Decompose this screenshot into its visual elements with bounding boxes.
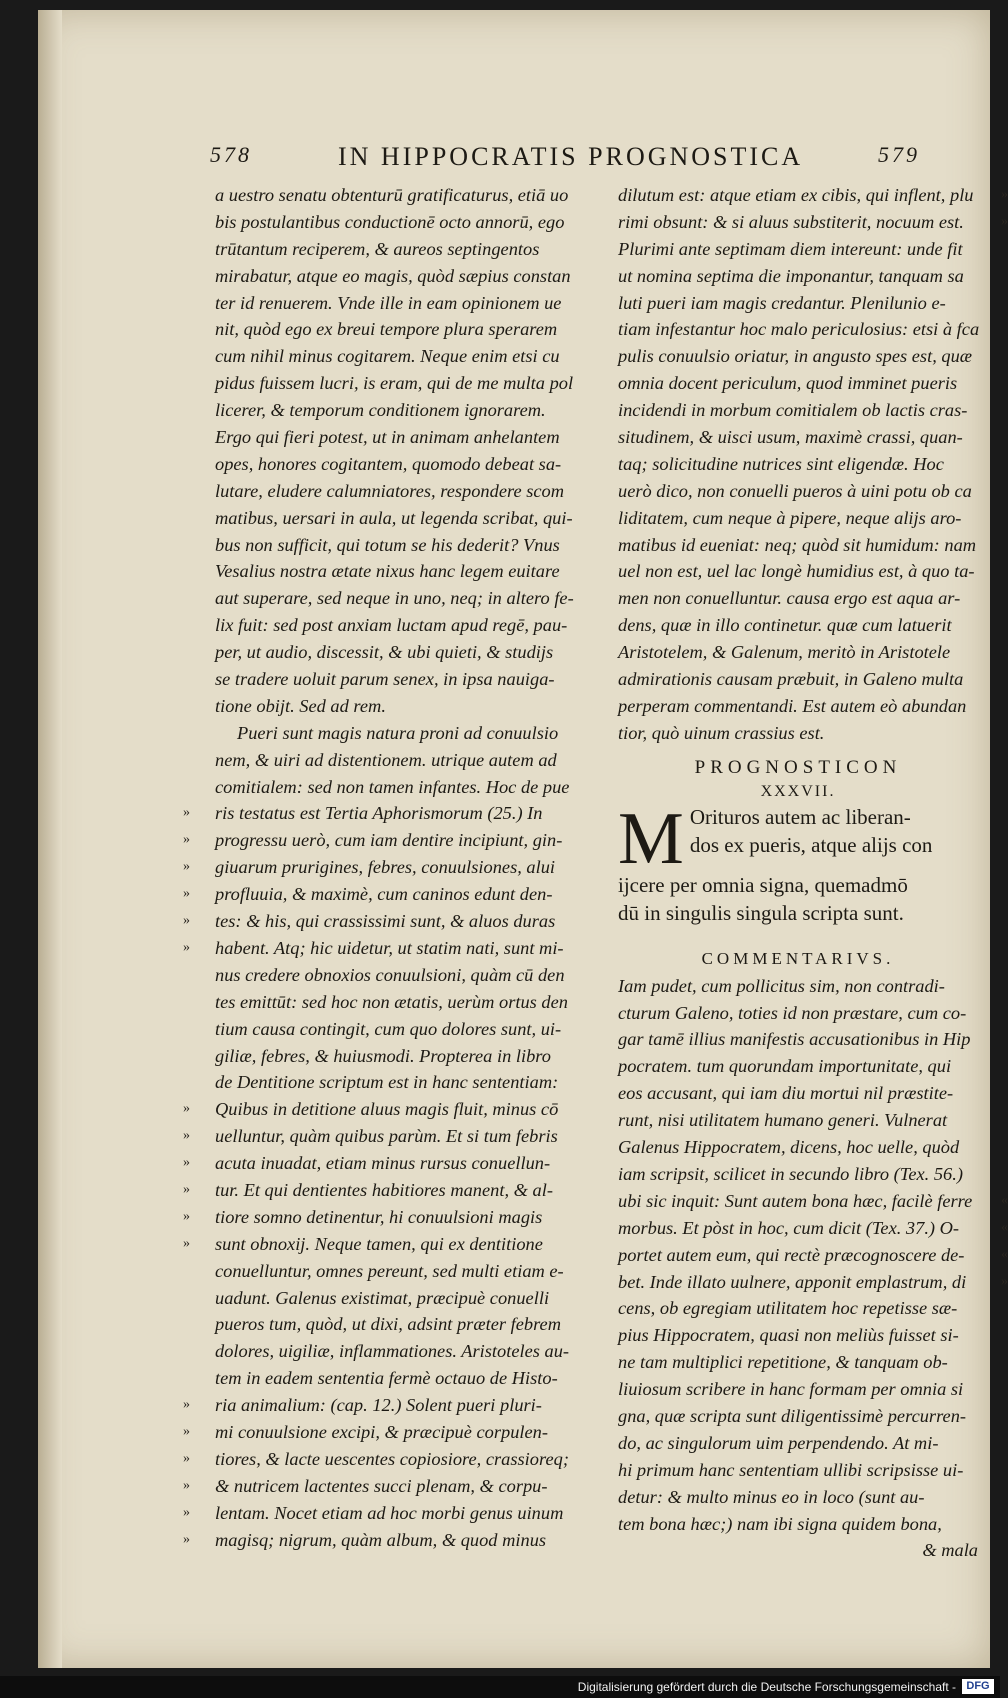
- left-text-line: [215, 774, 595, 801]
- right-text-top: [618, 182, 1008, 747]
- book-page: [38, 10, 1008, 1668]
- running-title: IN HIPPOCRATIS PROGNOSTICA: [338, 142, 804, 171]
- commentary-line-text: Galenus Hippocratem, dicens, hoc uelle, quòd: [618, 1137, 960, 1158]
- right-text-line-text: men non conuelluntur. causa ergo est aqua ar-: [618, 588, 961, 609]
- left-text-line: [215, 1043, 595, 1070]
- commentary-line-text: Iam pudet, cum pollicitus sim, non contradi-: [618, 975, 945, 996]
- left-text-line-text: progressu uerò, cum iam dentire incipiunt, gin-: [215, 830, 563, 851]
- commentary-line: [618, 1511, 978, 1538]
- left-text-column: [183, 182, 595, 1553]
- right-text-line: [618, 720, 978, 747]
- left-text-line-text: sunt obnoxij. Neque tamen, qui ex dentitione: [215, 1233, 543, 1254]
- commentary-line-text: detur: & multo minus eo in loco (sunt au-: [618, 1486, 925, 1507]
- left-text-line: [215, 505, 595, 532]
- commentary-line: [618, 1430, 978, 1457]
- left-text-line-text: ter id renuerem. Vnde ille in eam opinionem ue: [215, 292, 562, 313]
- commentary-line-text: pius Hippocratem, quasi non meliùs fuisset si-: [618, 1325, 959, 1346]
- left-text-line-text: se tradere uoluit parum senex, in ipsa nauiga-: [215, 669, 555, 690]
- right-text-line-text: tiam infestantur hoc malo periculosius: etsi à fca: [618, 319, 980, 340]
- page-number-left: 578: [210, 142, 252, 167]
- right-text-line-text: rimi obsunt: & si aluus substiterit, nocuum est.: [618, 211, 964, 232]
- left-text-line: [183, 1123, 595, 1150]
- right-text-line: [618, 693, 978, 720]
- left-text-line-text: tium causa contingit, cum quo dolores sunt, ui-: [215, 1018, 562, 1039]
- left-text-line: [183, 854, 595, 881]
- left-text-line: [215, 290, 595, 317]
- left-text-line: [183, 1150, 595, 1177]
- right-text-line-text: incidendi in morbum comitialem ob lactis cras-: [618, 400, 968, 421]
- left-text-line: [183, 1231, 595, 1258]
- left-text-line-text: acuta inuadat, etiam minus rursus conuellun-: [215, 1153, 551, 1174]
- commentary-line: [618, 1322, 978, 1349]
- commentary-line: [618, 1484, 978, 1511]
- right-text-line-text: situdinem, & uisci usum, maximè crassi, quan-: [618, 427, 963, 448]
- quotation-mark: »: [183, 805, 190, 821]
- page-number-right: 579: [878, 142, 920, 167]
- left-text-line-text: lutare, eludere calumniatores, respondere scom: [215, 480, 565, 501]
- left-text-line: [215, 343, 595, 370]
- left-text-line: [215, 747, 595, 774]
- left-text-line-text: tes: & his, qui crassissimi sunt, & aluos duras: [215, 911, 556, 932]
- commentary-line-text: portet autem eum, qui rectè præcognoscere de-: [618, 1244, 965, 1265]
- commentary-line: [618, 1242, 1008, 1269]
- commentary-line-text: gna, quæ scripta sunt diligentissimè percurren-: [618, 1405, 967, 1426]
- quotation-mark: »: [1001, 213, 1008, 229]
- left-text-line-text: tur. Et qui dentientes habitiores manent, & al-: [215, 1179, 553, 1200]
- commentary-line: [618, 1134, 978, 1161]
- left-text-line: [215, 182, 595, 209]
- left-text-line: [215, 1365, 595, 1392]
- right-text-line-text: ut nomina septima die imponantur, tanquam sa: [618, 265, 964, 286]
- left-text-line-text: Quibus in detitione aluus magis fluit, minus cō: [215, 1099, 559, 1120]
- left-text-line: [183, 908, 595, 935]
- left-text-line: [183, 1500, 595, 1527]
- left-text-line-text: nit, quòd ego ex breui tempore plura sperarem: [215, 319, 558, 340]
- right-text-line: [618, 236, 978, 263]
- left-text-line: [183, 935, 595, 962]
- left-text-line: [183, 1527, 595, 1554]
- quotation-mark: »: [183, 1181, 190, 1197]
- hippocrates-text: [618, 797, 978, 927]
- commentary-line-text: iam scripsit, scilicet in secundo libro (Tex. 56.): [618, 1163, 963, 1184]
- left-text-line: [215, 1311, 595, 1338]
- left-text-line-text: giliæ, febres, & huiusmodi. Propterea in libro: [215, 1045, 551, 1066]
- left-text-line: [215, 666, 595, 693]
- commentary-line-text: ubi sic inquit: Sunt autem bona hæc, facilè ferre: [618, 1190, 973, 1211]
- right-text-line: [618, 558, 978, 585]
- commentary-line-text: cturum Galeno, toties id non præstare, cum co-: [618, 1002, 967, 1023]
- left-text-line-text: & nutricem lactentes succi plenam, & corpu-: [215, 1475, 548, 1496]
- left-text-line: [215, 370, 595, 397]
- prognosticon-heading: PROGNOSTICON: [694, 756, 902, 778]
- quotation-mark: »: [183, 1155, 190, 1171]
- left-text-line-text: bus non sufficit, qui totum se his dederit? Vnus: [215, 534, 560, 555]
- right-text-line-text: uel non est, uel lac longè humidius est, à quo ta-: [618, 561, 975, 582]
- commentary-line: [618, 1188, 1008, 1215]
- quotation-mark: »: [183, 1101, 190, 1117]
- left-text-line: [215, 478, 595, 505]
- quotation-mark: «: [1001, 1246, 1008, 1262]
- commentary-line: [618, 1269, 1008, 1296]
- commentary-line-text: do, ac singulorum uim perpendendo. At mi-: [618, 1432, 939, 1453]
- left-text-line-text: lentam. Nocet etiam ad hoc morbi genus uinum: [215, 1502, 564, 1523]
- commentary-line: [618, 1457, 978, 1484]
- prognosticon-number: XXXVII.: [760, 782, 836, 800]
- dfg-logo: DFG: [962, 1679, 994, 1694]
- left-text-line-text: comitialem: sed non tamen infantes. Hoc de pue: [215, 776, 570, 797]
- quotation-mark: »: [183, 913, 190, 929]
- left-text-line-text: nem, & uiri ad distentionem. utrique autem ad: [215, 749, 557, 770]
- left-text-line: [183, 1419, 595, 1446]
- left-text-line: [215, 263, 595, 290]
- hippocrates-text-line: ijcere per omnia signa, quemadmō: [618, 872, 908, 897]
- left-text-line: [183, 1204, 595, 1231]
- left-text-line-text: cum nihil minus cogitarem. Neque enim etsi cu: [215, 346, 560, 367]
- funding-credit: Digitalisierung gefördert durch die Deutsche Forschungsgemeinschaft -: [577, 1680, 956, 1694]
- commentary-line-text: morbus. Et pòst in hoc, cum dicit (Tex. 37.) O-: [618, 1217, 960, 1238]
- right-text-line: [618, 397, 978, 424]
- right-text-line: [618, 585, 978, 612]
- left-text-line-text: tem in eadem sententia fermè octauo de Histo-: [215, 1368, 558, 1389]
- left-text-line-text: magisq; nigrum, quàm album, & quod minus: [215, 1529, 547, 1550]
- right-text-line: [618, 532, 978, 559]
- left-text-line: [183, 1473, 595, 1500]
- left-text-line-text: Vesalius nostra ætate nixus hanc legem euitare: [215, 561, 560, 582]
- right-text-line-text: tior, quò uinum crassius est.: [618, 722, 825, 743]
- right-text-line-text: luti pueri iam magis credantur. Plenilunio e-: [618, 292, 946, 313]
- left-text-line: [215, 1258, 595, 1285]
- right-text-line-text: admirationis causam præbuit, in Galeno multa: [618, 669, 964, 690]
- quotation-mark: »: [183, 1504, 190, 1520]
- left-text-line-text: matibus, uersari in aula, ut legenda scribat, qui-: [215, 507, 573, 528]
- left-text-line: [183, 1446, 595, 1473]
- right-text-line-text: perperam commentandi. Est autem eò abundan: [618, 695, 967, 716]
- right-text-line: [618, 316, 978, 343]
- right-text-line: [618, 209, 1008, 236]
- commentary-line: [618, 1376, 978, 1403]
- left-text-line: [183, 1392, 595, 1419]
- left-text-line: [183, 1177, 595, 1204]
- commentary-line-text: eos accusant, qui iam diu mortui nil præstite-: [618, 1083, 954, 1104]
- left-text-line: [215, 397, 595, 424]
- left-text-line-text: tiores, & lacte uescentes copiosiore, crassioreq;: [215, 1448, 569, 1469]
- right-text-column: [618, 182, 1008, 1564]
- quotation-mark: «: [1001, 1192, 1008, 1208]
- right-text-line: [618, 639, 978, 666]
- quotation-mark: »: [183, 1235, 190, 1251]
- right-text-line: [618, 451, 978, 478]
- right-text-line: [618, 478, 978, 505]
- left-text-line-text: profluuia, & maximè, cum caninos edunt den-: [215, 884, 553, 905]
- right-text-line-text: Aristotelem, & Galenum, meritò in Aristotele: [618, 642, 951, 663]
- left-text-line: [215, 989, 595, 1016]
- right-text-line-text: omnia docent periculum, quod imminet pueris: [618, 373, 958, 394]
- commentary-line-text: cens, ob egregiam utilitatem hoc repetisse sæ-: [618, 1298, 958, 1319]
- left-text-line: [215, 1338, 595, 1365]
- quotation-mark: »: [183, 832, 190, 848]
- quotation-mark: »: [1001, 1273, 1008, 1289]
- left-text-line-text: uelluntur, quàm quibus parùm. Et si tum febris: [215, 1126, 558, 1147]
- left-text-line: [183, 827, 595, 854]
- hippocrates-text-line: dū in singulis singula scripta sunt.: [618, 900, 904, 925]
- drop-capital: M: [618, 797, 684, 880]
- right-text-line: [618, 612, 978, 639]
- page-gutter: [38, 10, 62, 1668]
- commentary-line: [618, 1215, 1008, 1242]
- commentarius-heading: COMMENTARIVS.: [701, 948, 895, 968]
- left-text-line-text: nus credere obnoxios conuulsioni, quàm cū den: [215, 964, 565, 985]
- commentary-line-text: runt, nisi utilitatem humano generi. Vulnerat: [618, 1110, 948, 1131]
- right-text-line: [618, 290, 978, 317]
- left-text-line: [215, 962, 595, 989]
- quotation-mark: »: [183, 1397, 190, 1413]
- left-text-line: [215, 585, 595, 612]
- running-header: [38, 138, 990, 178]
- quotation-mark: »: [183, 1128, 190, 1144]
- left-text-line: [215, 693, 595, 720]
- commentary-line: [618, 1349, 978, 1376]
- left-text-line: [215, 209, 595, 236]
- left-text-line: [215, 1016, 595, 1043]
- left-text-line: [215, 639, 595, 666]
- left-text-line-text: ris testatus est Tertia Aphorismorum (25.) In: [215, 803, 543, 824]
- left-text-line: [215, 424, 595, 451]
- commentary-line: [618, 1161, 978, 1188]
- left-text-line-text: ria animalium: (cap. 12.) Solent pueri pluri-: [215, 1395, 542, 1416]
- quotation-mark: »: [1001, 187, 1008, 202]
- left-text-line-text: opes, honores cogitantem, quomodo debeat sa-: [215, 453, 562, 474]
- left-text-line-text: Ergo qui fieri potest, ut in animam anhelantem: [215, 427, 560, 448]
- quotation-mark: »: [183, 1477, 190, 1493]
- right-text-line-text: liditatem, cum neque à pipere, neque alijs aro-: [618, 507, 962, 528]
- left-text-line-text: bis postulantibus conductionē octo annorū, ego: [215, 211, 565, 232]
- right-text-line: [618, 182, 1008, 209]
- commentary-line: [618, 1053, 978, 1080]
- left-text-line-text: mirabatur, atque eo magis, quòd sæpius constan: [215, 265, 571, 286]
- left-text-line: [215, 1285, 595, 1312]
- right-text-line: [618, 505, 978, 532]
- commentary-line-text: ne tam multiplici repetitione, & tanquam ob-: [618, 1352, 948, 1373]
- left-text-line-text: pidus fuissem lucri, is eram, qui de me multa pol: [215, 373, 574, 394]
- left-text-line-text: trūtantum reciperem, & aureos septingentos: [215, 238, 540, 259]
- left-text-line: [215, 236, 595, 263]
- quotation-mark: »: [183, 1208, 190, 1224]
- left-text-line: [215, 316, 595, 343]
- left-text-line-text: aut superare, sed neque in uno, neq; in altero fe-: [215, 588, 574, 609]
- commentary-line-text: pocratem. tum quorundam importunitate, qui: [618, 1056, 952, 1077]
- left-text-line-text: dolores, uigiliæ, inflammationes. Aristoteles au-: [215, 1341, 570, 1362]
- commentary-line: [618, 1026, 978, 1053]
- commentary-line: [618, 973, 978, 1000]
- left-text-line-text: tiore somno detinentur, hi conuulsioni magis: [215, 1206, 543, 1227]
- left-text-line: [215, 1069, 595, 1096]
- right-text-line-text: taq; solicitudine nutrices sint eligendæ. Hoc: [618, 453, 944, 474]
- quotation-mark: »: [183, 886, 190, 902]
- quotation-mark: »: [183, 1531, 190, 1547]
- quotation-mark: »: [183, 1423, 190, 1439]
- left-text-line: [215, 612, 595, 639]
- commentary-line-text: tem bona hæc;) nam ibi signa quidem bona,: [618, 1513, 942, 1534]
- left-text-line-text: conuelluntur, omnes pereunt, sed multi etiam e-: [215, 1260, 564, 1281]
- commentary-line: [618, 1000, 978, 1027]
- commentary-line: [618, 1403, 978, 1430]
- left-text-line: [215, 451, 595, 478]
- left-text-line-text: per, ut audio, discessit, & ubi quieti, & studijs: [215, 642, 554, 663]
- left-text-line-text: mi conuulsione excipi, & præcipuè corpulen-: [215, 1421, 548, 1442]
- left-text-line-text: licerer, & temporum conditionem ignorarem.: [215, 400, 546, 421]
- right-text-line: [618, 343, 978, 370]
- right-text-line-text: matibus id eueniat: neq; quòd sit humidum: nam: [618, 534, 977, 555]
- right-text-line-text: dens, quæ in illo continetur. quæ cum latuerit: [618, 615, 952, 636]
- commentary-line-text: bet. Inde illato uulnere, apponit emplastrum, di: [618, 1271, 967, 1292]
- commentary-line-text: liuiosum scribere in hanc formam per omnia si: [618, 1379, 964, 1400]
- left-text-line-text: tione obijt. Sed ad rem.: [215, 695, 386, 716]
- right-text-line-text: dilutum est: atque etiam ex cibis, qui inflent, plu: [618, 185, 974, 205]
- commentary-line: [618, 1295, 978, 1322]
- left-text-line-text: uadunt. Galenus existimat, præcipuè conuelli: [215, 1287, 550, 1308]
- hippocrates-text-line: dos ex pueris, atque alijs con: [689, 832, 933, 857]
- commentary-text: [618, 973, 1008, 1538]
- quotation-mark: »: [183, 939, 190, 955]
- left-text-line-text: de Dentitione scriptum est in hanc sententiam:: [215, 1072, 559, 1093]
- quotation-mark: «: [1001, 1219, 1008, 1235]
- left-text-line: [183, 1096, 595, 1123]
- left-text-line: [183, 800, 595, 827]
- commentary-line: [618, 1107, 978, 1134]
- left-text-line-text: lix fuit: sed post anxiam luctam apud regē, pau-: [215, 615, 568, 636]
- right-text-line: [618, 666, 978, 693]
- left-text-line: [215, 532, 595, 559]
- left-text-line-text: tes emittūt: sed hoc non ætatis, uerùm ortus den: [215, 991, 568, 1012]
- quotation-mark: »: [183, 1450, 190, 1466]
- left-text-line-text: habent. Atq; hic uidetur, ut statim nati, sunt mi-: [215, 937, 564, 958]
- right-text-line-text: Plurimi ante septimam diem intereunt: unde fit: [618, 238, 963, 259]
- hippocrates-text-line: Orituros autem ac liberan-: [689, 804, 911, 829]
- left-text-line-text: Pueri sunt magis natura proni ad conuulsio: [237, 722, 559, 743]
- left-text-line-text: pueros tum, quòd, ut dixi, adsint præter febrem: [215, 1314, 562, 1335]
- right-text-line: [618, 370, 978, 397]
- commentary-line: [618, 1080, 978, 1107]
- digitization-footer: [0, 1676, 1000, 1698]
- right-text-line-text: uerò dico, non conuelli pueros à uini potu ob ca: [618, 480, 972, 501]
- left-text-line: [215, 558, 595, 585]
- left-text-line: [215, 720, 595, 747]
- right-text-line: [618, 424, 978, 451]
- right-text-line: [618, 263, 978, 290]
- commentary-line-text: hi primum hanc sententiam ullibi scripsisse ui-: [618, 1459, 964, 1480]
- right-text-line-text: pulis conuulsio oriatur, in angusto spes est, quæ: [618, 346, 973, 367]
- left-text-line-text: a uestro senatu obtenturū gratificaturus, etiā uo: [215, 185, 569, 205]
- quotation-mark: »: [183, 859, 190, 875]
- left-text-line-text: giuarum prurigines, febres, conuulsiones, alui: [215, 857, 556, 878]
- left-text-line: [183, 881, 595, 908]
- commentary-line-text: gar tamē illius manifestis accusationibus in Hip: [618, 1029, 971, 1050]
- catchword: & mala: [922, 1540, 978, 1561]
